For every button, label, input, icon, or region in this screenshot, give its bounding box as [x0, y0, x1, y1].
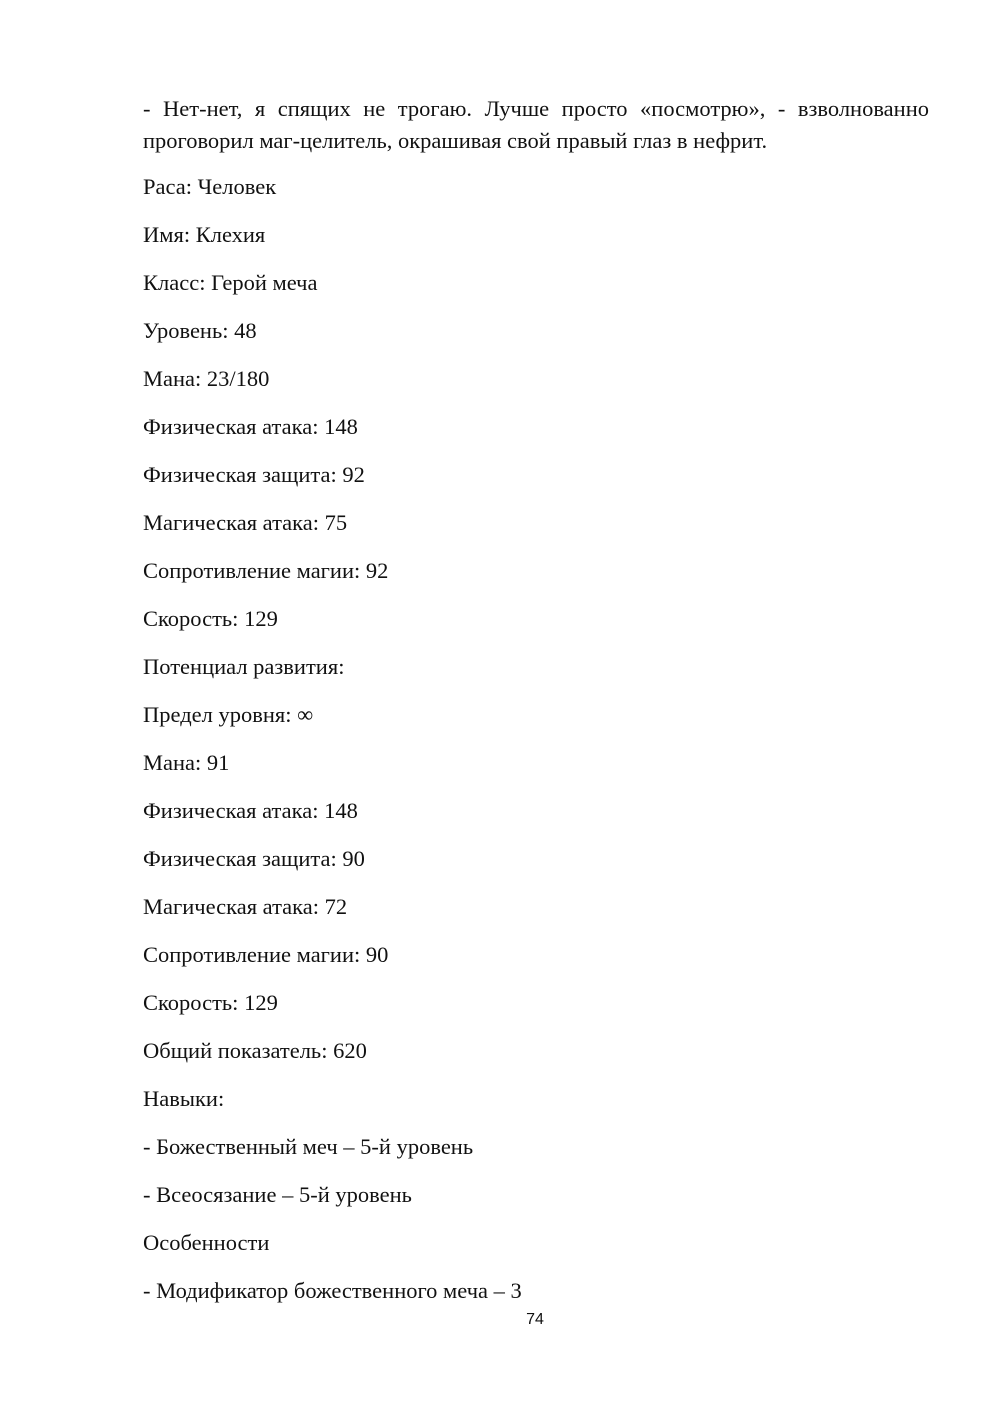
status-lines	[143, 171, 929, 1307]
status-line-speed: Скорость: 129	[143, 606, 278, 631]
potential-heading: Потенциал развития:	[143, 654, 345, 679]
potential-line-magic-resist: Сопротивление магии: 90	[143, 942, 389, 967]
skill-item-omnisense: - Всеосязание – 5-й уровень	[143, 1182, 412, 1207]
status-line-level: Уровень: 48	[143, 318, 257, 343]
status-line-mana: Мана: 23/180	[143, 366, 270, 391]
skills-heading: Навыки:	[143, 1086, 225, 1111]
potential-line-mana: Мана: 91	[143, 750, 230, 775]
page-number: 74	[526, 1311, 544, 1328]
document-page	[143, 93, 929, 1323]
status-line-magic-attack: Магическая атака: 75	[143, 510, 348, 535]
opening-paragraph: - Нет-нет, я спящих не трогаю. Лучше просто «посмотрю», - взволнованно проговорил маг-целитель, окрашивая свой правый глаз в нефрит.	[143, 96, 929, 153]
traits-heading: Особенности	[143, 1230, 270, 1255]
status-line-phys-defense: Физическая защита: 92	[143, 462, 365, 487]
potential-line-magic-attack: Магическая атака: 72	[143, 894, 348, 919]
status-line-name: Имя: Клехия	[143, 222, 266, 247]
potential-line-total: Общий показатель: 620	[143, 1038, 367, 1063]
trait-item-divine-sword-modifier: - Модификатор божественного меча – 3	[143, 1278, 522, 1303]
status-line-phys-attack: Физическая атака: 148	[143, 414, 358, 439]
status-line-race: Раса: Человек	[143, 174, 277, 199]
potential-line-level-cap: Предел уровня: ∞	[143, 702, 314, 727]
potential-line-phys-attack: Физическая атака: 148	[143, 798, 358, 823]
potential-line-speed: Скорость: 129	[143, 990, 278, 1015]
status-line-magic-resist: Сопротивление магии: 92	[143, 558, 389, 583]
potential-line-phys-defense: Физическая защита: 90	[143, 846, 365, 871]
status-line-class: Класс: Герой меча	[143, 270, 318, 295]
skill-item-divine-sword: - Божественный меч – 5-й уровень	[143, 1134, 474, 1159]
